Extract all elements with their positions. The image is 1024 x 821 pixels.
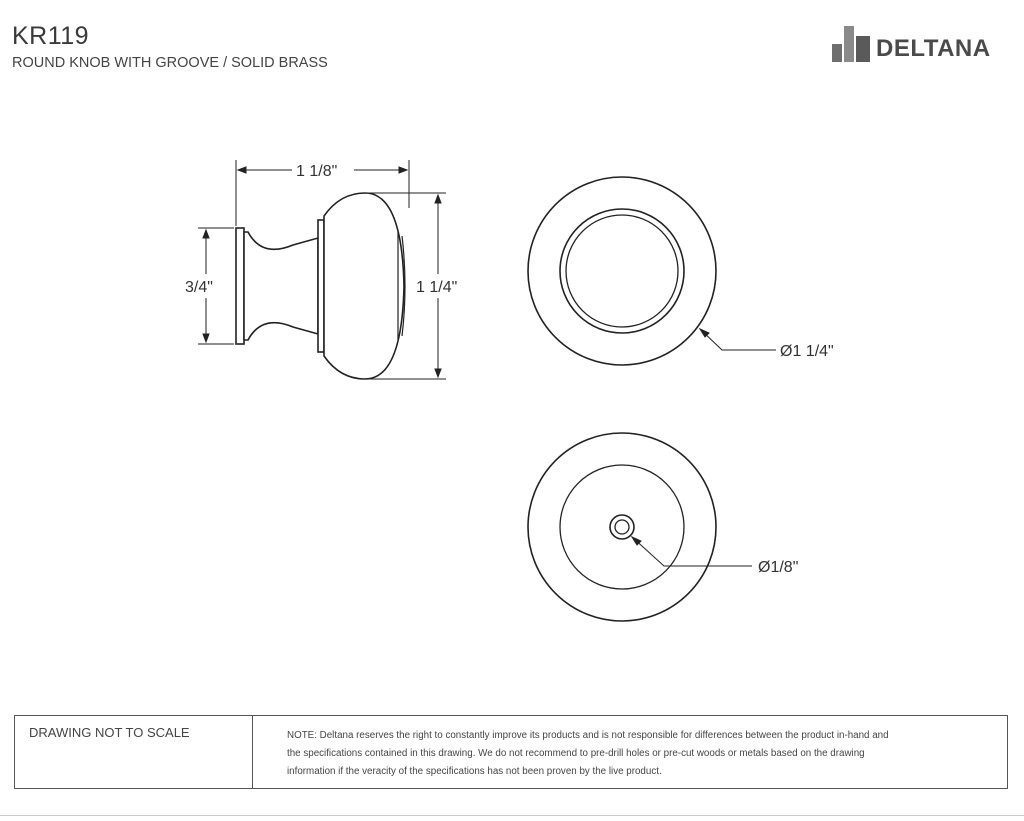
scale-note: DRAWING NOT TO SCALE: [29, 725, 190, 740]
height-dimension-label: 1 1/4": [416, 279, 458, 296]
brand-name: DELTANA: [876, 35, 991, 62]
hole-diameter-label: Ø1/8": [758, 559, 799, 576]
note-line: information if the veracity of the specifications has not been proven by the live product.: [287, 766, 662, 777]
note-line: NOTE: Deltana reserves the right to constantly improve its products and is not responsible for differences between the product in-hand and: [287, 730, 889, 741]
product-description: ROUND KNOB WITH GROOVE / SOLID BRASS: [12, 55, 328, 71]
length-dimension-label: 1 1/8": [296, 163, 338, 180]
footer-notes: [14, 715, 1008, 789]
base-diameter-label: 3/4": [185, 279, 213, 296]
knob-diameter-label: Ø1 1/4": [780, 343, 834, 360]
scale-cell: [15, 716, 253, 788]
model-number: KR119: [12, 22, 90, 50]
knob-front-view: [528, 177, 776, 365]
bottom-divider: [0, 815, 1024, 816]
knob-side-view: [236, 193, 405, 379]
note-line: the specifications contained in this drawing. We do not recommend to pre-drill holes or pre-cut woods or metals based on the drawing: [287, 748, 865, 759]
disclaimer-note: [287, 727, 987, 781]
knob-back-view: [528, 433, 752, 621]
